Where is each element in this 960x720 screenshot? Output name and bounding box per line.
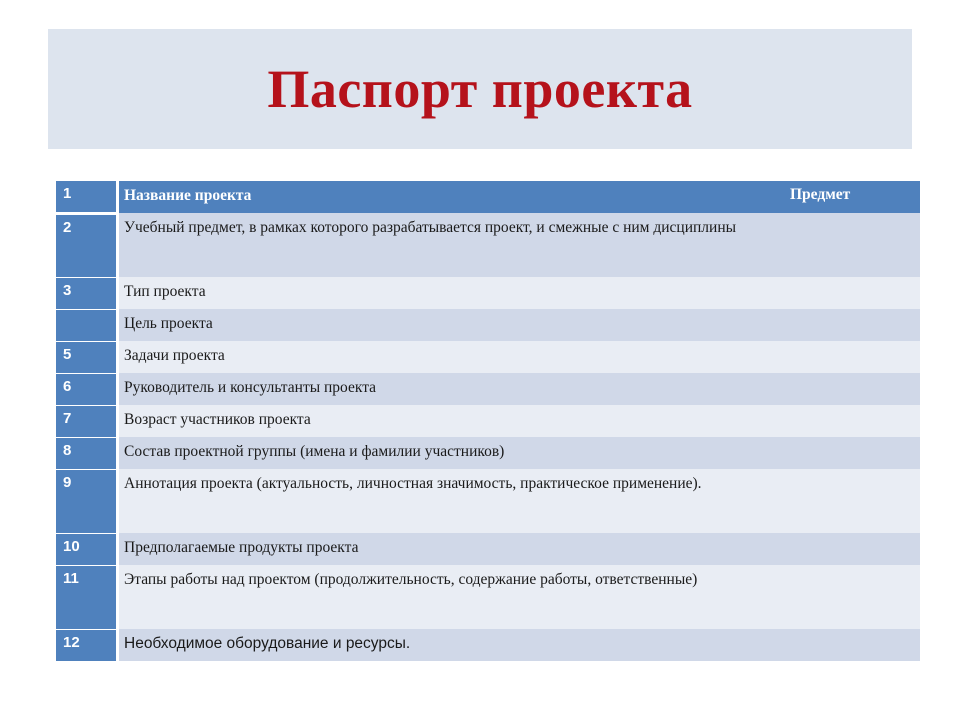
row-number: 1 <box>56 181 116 213</box>
table-row <box>56 533 920 565</box>
row-number: 12 <box>56 629 116 661</box>
row-number: 11 <box>56 565 116 629</box>
row-number: 2 <box>56 213 116 277</box>
row-cell <box>119 277 790 309</box>
row-value-cell <box>790 405 920 437</box>
table-row <box>56 341 920 373</box>
row-cell <box>119 629 790 661</box>
row-cell <box>119 565 790 629</box>
row-value-cell <box>790 533 920 565</box>
header-label-text: Название проекта <box>124 187 252 204</box>
row-number: 10 <box>56 533 116 565</box>
row-text: Задачи проекта <box>124 347 225 364</box>
table-row <box>56 309 920 341</box>
row-value-cell <box>790 309 920 341</box>
header-label <box>119 181 790 213</box>
row-text: Аннотация проекта (актуальность, личностная значимость, практическое применение). <box>124 475 702 492</box>
table-row <box>56 373 920 405</box>
table-row <box>56 277 920 309</box>
row-text: Предполагаемые продукты проекта <box>124 539 359 556</box>
row-value-cell <box>790 373 920 405</box>
table-row <box>56 405 920 437</box>
row-cell <box>119 341 790 373</box>
table-row <box>56 565 920 629</box>
row-value-cell <box>790 565 920 629</box>
row-text: Необходимое оборудование и ресурсы. <box>124 635 411 652</box>
row-cell <box>119 309 790 341</box>
row-number: 6 <box>56 373 116 405</box>
row-value-cell <box>790 469 920 533</box>
row-text: Возраст участников проекта <box>124 411 311 428</box>
row-cell <box>119 373 790 405</box>
row-value-cell <box>790 341 920 373</box>
row-cell <box>119 437 790 469</box>
row-number: 9 <box>56 469 116 533</box>
row-number <box>56 309 116 341</box>
row-value-cell <box>790 277 920 309</box>
row-text: Учебный предмет, в рамках которого разрабатывается проект, и смежные с ним дисциплины <box>124 219 737 236</box>
table-row <box>56 213 920 277</box>
row-text: Руководитель и консультанты проекта <box>124 379 377 396</box>
row-number: 8 <box>56 437 116 469</box>
header-subject: Предмет <box>790 181 920 213</box>
row-cell <box>119 469 790 533</box>
row-cell <box>119 405 790 437</box>
row-value-cell <box>790 437 920 469</box>
table-row <box>56 629 920 661</box>
title-banner <box>48 29 912 149</box>
row-text: Цель проекта <box>124 315 213 332</box>
row-number: 3 <box>56 277 116 309</box>
row-cell <box>119 533 790 565</box>
row-value-cell <box>790 629 920 661</box>
table-header-row <box>56 181 920 213</box>
row-text: Этапы работы над проектом (продолжительность, содержание работы, ответственные) <box>124 571 698 588</box>
row-value-cell <box>790 213 920 277</box>
table-row <box>56 469 920 533</box>
row-text: Состав проектной группы (имена и фамилии участников) <box>124 443 505 460</box>
row-text: Тип проекта <box>124 283 206 300</box>
project-passport-table <box>56 181 920 662</box>
row-number: 7 <box>56 405 116 437</box>
row-number: 5 <box>56 341 116 373</box>
page-title: Паспорт проекта <box>267 59 693 119</box>
row-cell <box>119 213 790 277</box>
table-row <box>56 437 920 469</box>
